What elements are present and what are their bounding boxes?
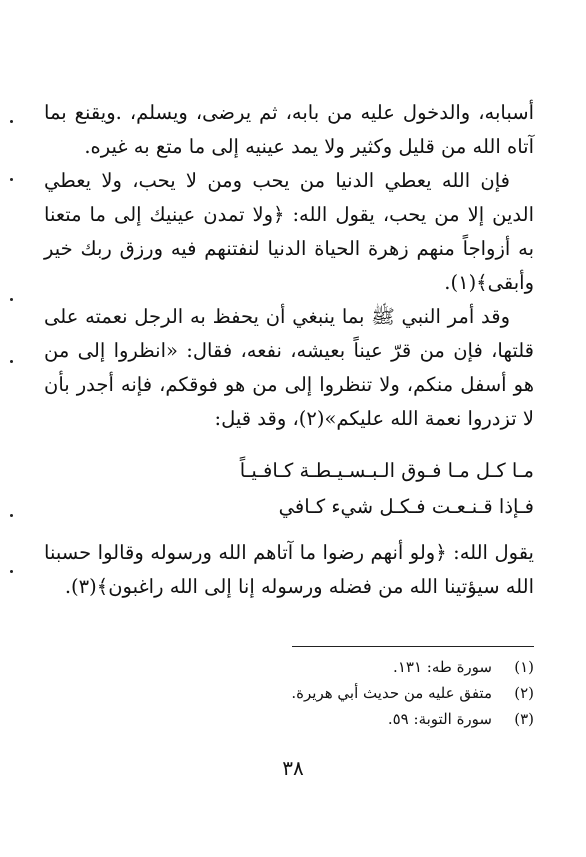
main-text — [44, 96, 534, 436]
footnote-separator — [292, 646, 534, 647]
verse-line-1: مـا كـل مـا فـوق الـبـسـيـطـة كـافـيـاً — [239, 459, 534, 482]
footnote-text: سورة التوبة: ٥٩. — [387, 710, 492, 728]
footnote-text: سورة طه: ١٣١. — [393, 658, 492, 676]
paragraph-2: فإن الله يعطي الدنيا من يحب ومن لا يحب، ولا يعطي الدين إلا من يحب، يقول الله: ﴿ولا تمدن عينيك إلى ما متعنا به أزواجاً منهم زهرة الحياة الدنيا لنفتنهم فيه ورزق ربك خير وأبقى﴾(١). — [44, 169, 534, 294]
margin-mark — [10, 360, 13, 363]
footnote-number: (٢) — [514, 684, 534, 702]
margin-mark — [10, 178, 13, 181]
margin-mark — [10, 298, 13, 301]
footnote-2 — [200, 680, 534, 706]
footnote-1 — [200, 654, 534, 680]
paragraph-after-verse: يقول الله: ﴿ولو أنهم رضوا ما آتاهم الله ورسوله وقالوا حسبنا الله سيؤتينا الله من فضله ورسوله إنا إلى الله راغبون﴾(٣). — [44, 541, 534, 598]
footnotes — [200, 654, 534, 732]
page-number: ٣٨ — [282, 756, 304, 780]
verse-line-2: فـإذا قـنـعـت فـكـل شيء كـافي — [278, 495, 534, 518]
paragraph-3: وقد أمر النبي ﷺ بما ينبغي أن يحفظ به الرجل نعمته على قلتها، فإن من قرّ عيناً بعيشه، نفعه، فقال: «انظروا إلى من هو أسفل منكم، ولا تنظروا إلى من هو فوقكم، فإنه أجدر بأن لا تزدروا نعمة الله عليكم»(٢)، وقد قيل: — [44, 305, 534, 430]
footnote-number: (١) — [514, 658, 534, 676]
paragraph-1: أسبابه، والدخول عليه من بابه، ثم يرضى، ويسلم، .ويقنع بما آتاه الله من قليل وكثير ولا يمد عينيه إلى ما متع به غيره. — [44, 101, 534, 158]
footnote-number: (٣) — [514, 710, 534, 728]
margin-mark — [10, 570, 13, 573]
footnote-text: متفق عليه من حديث أبي هريرة. — [291, 684, 492, 702]
margin-mark — [10, 120, 13, 123]
margin-mark — [10, 514, 13, 517]
footnote-3 — [200, 706, 534, 732]
